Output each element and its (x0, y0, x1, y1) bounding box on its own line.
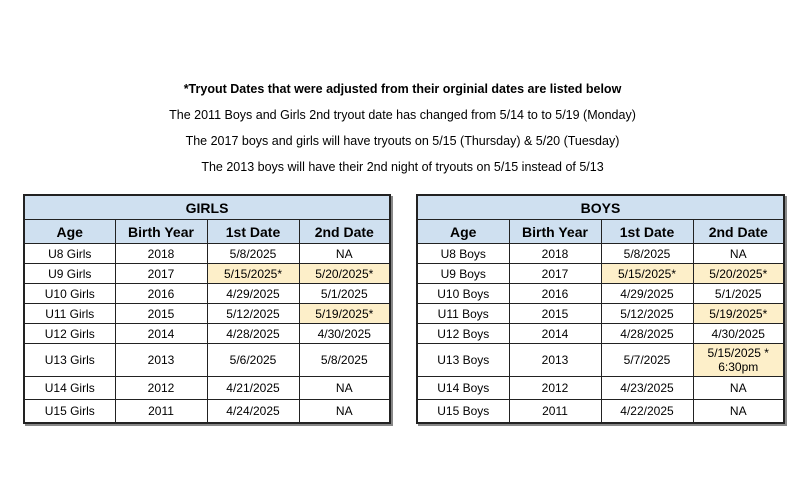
boys-header-1st-date: 1st Date (601, 220, 693, 244)
first-date-cell: 4/24/2025 (207, 400, 299, 424)
boys-table-title: BOYS (417, 195, 784, 220)
first-date-cell: 5/12/2025 (207, 304, 299, 324)
boys-header-age: Age (417, 220, 509, 244)
birth-year-cell: 2012 (115, 377, 207, 400)
second-date-cell: 4/30/2025 (299, 324, 390, 344)
first-date-cell: 5/12/2025 (601, 304, 693, 324)
age-cell: U8 Boys (417, 244, 509, 264)
tryout-notes (0, 79, 805, 183)
girls-header-1st-date: 1st Date (207, 220, 299, 244)
boys-schedule-table (416, 194, 785, 424)
first-date-cell: 5/8/2025 (601, 244, 693, 264)
second-date-cell: 5/1/2025 (299, 284, 390, 304)
birth-year-cell: 2016 (115, 284, 207, 304)
table-row (417, 304, 784, 324)
second-date-cell: 5/20/2025* (299, 264, 390, 284)
girls-header-birth-year: Birth Year (115, 220, 207, 244)
table-row (24, 344, 390, 377)
second-date-cell: NA (693, 400, 784, 424)
note-2011-change: The 2011 Boys and Girls 2nd tryout date has changed from 5/14 to to 5/19 (Monday) (169, 108, 636, 122)
age-cell: U12 Boys (417, 324, 509, 344)
second-date-cell: NA (299, 400, 390, 424)
birth-year-cell: 2013 (509, 344, 601, 377)
girls-schedule-table (23, 194, 391, 424)
first-date-cell: 4/29/2025 (601, 284, 693, 304)
table-row (417, 377, 784, 400)
second-date-cell: 5/19/2025* (693, 304, 784, 324)
birth-year-cell: 2016 (509, 284, 601, 304)
second-date-cell: 4/30/2025 (693, 324, 784, 344)
age-cell: U9 Girls (24, 264, 115, 284)
table-row (24, 284, 390, 304)
table-row (24, 324, 390, 344)
table-row (24, 377, 390, 400)
note-2013-change: The 2013 boys will have their 2nd night of tryouts on 5/15 instead of 5/13 (201, 160, 604, 174)
birth-year-cell: 2017 (509, 264, 601, 284)
first-date-cell: 5/15/2025* (207, 264, 299, 284)
first-date-cell: 4/21/2025 (207, 377, 299, 400)
second-date-cell: NA (299, 244, 390, 264)
second-date-cell: NA (693, 244, 784, 264)
first-date-cell: 4/29/2025 (207, 284, 299, 304)
table-row (24, 244, 390, 264)
second-date-cell: 5/1/2025 (693, 284, 784, 304)
note-heading: *Tryout Dates that were adjusted from their orginial dates are listed below (183, 82, 622, 96)
first-date-cell: 4/28/2025 (601, 324, 693, 344)
second-date-cell: 5/20/2025* (693, 264, 784, 284)
first-date-cell: 4/23/2025 (601, 377, 693, 400)
note-2017-change: The 2017 boys and girls will have tryouts on 5/15 (Thursday) & 5/20 (Tuesday) (185, 134, 620, 148)
second-date-cell: 5/8/2025 (299, 344, 390, 377)
age-cell: U12 Girls (24, 324, 115, 344)
age-cell: U14 Boys (417, 377, 509, 400)
table-row (24, 304, 390, 324)
first-date-cell: 4/28/2025 (207, 324, 299, 344)
table-row (417, 344, 784, 377)
age-cell: U11 Girls (24, 304, 115, 324)
first-date-cell: 5/6/2025 (207, 344, 299, 377)
birth-year-cell: 2014 (509, 324, 601, 344)
second-date-cell: NA (299, 377, 390, 400)
boys-header-birth-year: Birth Year (509, 220, 601, 244)
age-cell: U9 Boys (417, 264, 509, 284)
age-cell: U15 Boys (417, 400, 509, 424)
birth-year-cell: 2013 (115, 344, 207, 377)
age-cell: U10 Girls (24, 284, 115, 304)
boys-header-2nd-date: 2nd Date (693, 220, 784, 244)
age-cell: U8 Girls (24, 244, 115, 264)
table-row (417, 284, 784, 304)
table-row (417, 324, 784, 344)
birth-year-cell: 2011 (115, 400, 207, 424)
birth-year-cell: 2017 (115, 264, 207, 284)
age-cell: U13 Girls (24, 344, 115, 377)
table-row (417, 244, 784, 264)
birth-year-cell: 2012 (509, 377, 601, 400)
age-cell: U13 Boys (417, 344, 509, 377)
table-row (24, 400, 390, 424)
second-date-cell: 5/15/2025 * 6:30pm (693, 344, 784, 377)
first-date-cell: 5/15/2025* (601, 264, 693, 284)
second-date-cell: 5/19/2025* (299, 304, 390, 324)
table-row (417, 264, 784, 284)
girls-table-title: GIRLS (24, 195, 390, 220)
first-date-cell: 4/22/2025 (601, 400, 693, 424)
age-cell: U15 Girls (24, 400, 115, 424)
second-date-cell: NA (693, 377, 784, 400)
age-cell: U10 Boys (417, 284, 509, 304)
birth-year-cell: 2018 (509, 244, 601, 264)
age-cell: U11 Boys (417, 304, 509, 324)
birth-year-cell: 2011 (509, 400, 601, 424)
birth-year-cell: 2015 (509, 304, 601, 324)
age-cell: U14 Girls (24, 377, 115, 400)
table-row (24, 264, 390, 284)
first-date-cell: 5/8/2025 (207, 244, 299, 264)
first-date-cell: 5/7/2025 (601, 344, 693, 377)
girls-header-2nd-date: 2nd Date (299, 220, 390, 244)
birth-year-cell: 2014 (115, 324, 207, 344)
birth-year-cell: 2018 (115, 244, 207, 264)
table-row (417, 400, 784, 424)
girls-header-age: Age (24, 220, 115, 244)
birth-year-cell: 2015 (115, 304, 207, 324)
